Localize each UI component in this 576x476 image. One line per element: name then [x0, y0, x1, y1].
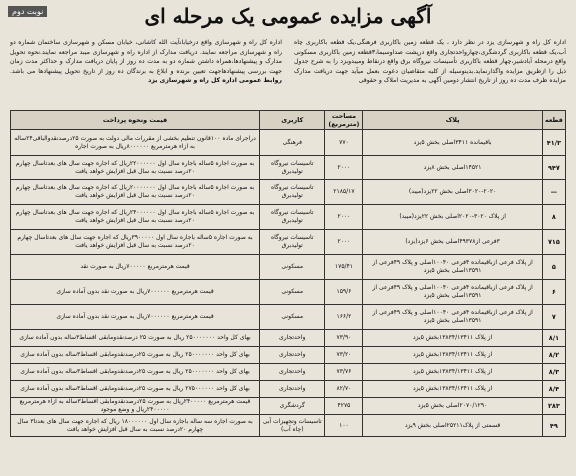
usage-cell: تاسیسات وتجهیزات آبی (چاه آب) [260, 415, 325, 437]
price-cell: به صورت اجاره ۵ساله باجاره سال اول ۲۰۰۰۰۰۰۰ریال که اجاره جهت سال های بعدتاسال چهارم ۲۰درصد نسبت به سال قبل افزایش خواهد یافت [11, 180, 260, 205]
header-price: قیمت ونحوه پرداخت [11, 111, 260, 130]
price-cell: بهای کل واحد ۲۵۰۰۰۰۰۰۰ ریال به صورت ۲۵درصدنقدومابقی اقساط۳ساله بدون آماده سازی [11, 347, 260, 364]
area-cell: ۸۲/۷۰ [325, 381, 363, 398]
area-cell: ۱۶۶/۲ [325, 305, 363, 330]
plak-cell: از پلاک ۳۰۲۰-۲۰۲۰اصلی بخش ۲۲یزد(میبد) [363, 205, 542, 230]
table-row [11, 130, 566, 156]
intro-right-column: اداره کل راه و شهرسازی یزد در نظر دارد ، یک قطعه زمین باکاربری فرهنگی،یک قطعه باکاربری چاه آب،یک قطعه باکاربری گردشگری،چهارواحدتجاری واقع درپشت صداوسیما،۳قطعه زمین باکاربری مسکونی واقع درمحله آبادشیر،چهار قطعه باکاربری تأسیسات نیروگاه برق واقع درنقاط ومیبدوبزد را به شرح جدول ذیل را ازطریق مزایده واگذارنماید.بدینوسیله از کلیه متقاضیان دعوت بعمل میآید جهت دریافت مدارک مزایده ظرف مدت ده روز از تاریخ انتشار دومین آگهی به مدیریت املاک و حقوقی [294, 39, 566, 85]
lot-number: ۴۱/۳ [542, 130, 565, 156]
intro-text [10, 38, 566, 118]
lot-number: ۸/۳ [542, 364, 565, 381]
area-cell: ۲۰۰۰ [325, 156, 363, 180]
price-cell: قیمت هرمترمربع ۷۰۰۰۰۰ریال به صورت نقد [11, 255, 260, 280]
price-cell: قیمت هرمترمربع ۷۰۰۰۰۰۰ریال به صورت نقد بدون آماده سازی [11, 305, 260, 330]
table-row [11, 156, 566, 180]
page-title: آگهی مزایده عمومی یک مرحله ای [144, 4, 432, 28]
table-row [11, 255, 566, 280]
header-plak: پلاک [363, 111, 542, 130]
table-row [11, 305, 566, 330]
table-row [11, 347, 566, 364]
price-cell: دراجرای ماده ۱۰۰قانون تنظیم بخشی از مقررات مالی دولت به صورت ۲۵درصدنقدوالباقی۲۴ساله به ازاء هرمترمربع ۸۰۰۰۰۰۰ریال به صورت اجاره [11, 130, 260, 156]
auction-table [10, 110, 566, 437]
lot-number: ۶ [542, 280, 565, 305]
plak-cell: ۱۴۵۲۱اصلی بخش ۸یزد [363, 156, 542, 180]
area-cell: ۲۰۰۰ [325, 205, 363, 230]
lot-number: ۸/۴ [542, 381, 565, 398]
intro-left-text: اداره کل راه و شهرسازی واقع درخیابانآیت الله کاشانی، خیابان مسکن و شهرسازی ساختمان شماره دو راه و شهرسازی مراجعه نمایند. دریافت مدارک از اداره راه و شهرسازی میبد مراجعه نمایند.نحوه تحویل مدارک و پیشنهادها،همراه داشتن شماره دو به مدت ده روز از پایان دریافت مدارک و حداکثر مدت زمان جهت بررسی پیشنهادهاجهت تعیین برنده و ابلاغ به برندگان ده روز از تاریخ تحویل پیشنهادها می باشد. [10, 39, 282, 75]
plak-cell: از پلاک فرعی ازباقیمانده ۴فرعی ۱۰۰۴۰اصلی و پلاک ۴۹فرعی از ۱۳۵۹۱اصلی بخش ۵یزد [363, 305, 542, 330]
price-cell: قیمت هرمترمربع ۷۰۰۰۰۰۰ریال به صورت نقد بدون آماده سازی [11, 280, 260, 305]
plak-cell: ۳فرعی از۴۹۳۷۸اصلی بخش ۶یزد(بزد) [363, 230, 542, 255]
area-cell: ۴۲۷۵ [325, 398, 363, 415]
plak-cell: از پلاک ۱۳۸۳۴/۱۳۴۱۱بخش ۵یزد [363, 330, 542, 347]
lot-number: ۷ [542, 305, 565, 330]
usage-cell: تاسیسات نیروگاه تولیدبرق [260, 205, 325, 230]
price-cell: به صورت اجاره ۵ساله باجاره سال اول ۲۲۰۰۰۰۰۰ریال که اجاره جهت سال های بعدتاسال چهارم ۲۰درصد نسبت به سال قبل افزایش خواهد یافت [11, 156, 260, 180]
table-row [11, 364, 566, 381]
usage-cell: گردشگری [260, 398, 325, 415]
price-cell: به صورت اجاره سه ساله باجاره سال اول ۱۸۰۰۰۰۰۰ ریال که اجاره جهت سال های بعدتا۳ سال چهارم ۲۰درصد نسبت به سال قبل افزایش خواهد یافت [11, 415, 260, 437]
lot-number: ۸/۲ [542, 347, 565, 364]
lot-number: — [542, 180, 565, 205]
price-cell: به صورت اجاره ۵ساله باجاره سال اول ۳۹۰۰۰۰۰ریال که اجاره جهت سال های بعدتاسال چهارم ۲۰درصد نسبت به سال قبل افزایش خواهد یافت [11, 230, 260, 255]
area-cell: ۷۳/۲۰ [325, 347, 363, 364]
header-area: مساحت (مترمربع) [325, 111, 363, 130]
plak-cell: از پلاک ۱۳۸۳۴/۱۳۴۱۱بخش ۵یزد [363, 381, 542, 398]
price-cell: بهای کل واحد ۲۵۰۰۰۰۰۰۰ ریال به صورت ۲۵درصدنقدومابقی اقساط۳ساله بدون آماده سازی [11, 364, 260, 381]
lot-number: ۷۱۵ [542, 230, 565, 255]
table-body [11, 130, 566, 437]
area-cell: ۷۳/۹۰ [325, 330, 363, 347]
header-usage: کاربری [260, 111, 325, 130]
table-row [11, 381, 566, 398]
usage-cell: مسکونی [260, 305, 325, 330]
area-cell: ۲۱۸۵/۱۷ [325, 180, 363, 205]
table-row [11, 205, 566, 230]
table-row [11, 330, 566, 347]
table-row [11, 280, 566, 305]
price-cell: بهای کل واحد ۲۷۵۰۰۰۰۰۰ ریال به صورت ۲۵درصدنقدومابقی اقساط۳ساله بدون آماده سازی [11, 381, 260, 398]
lot-number: ۸ [542, 205, 565, 230]
plak-cell: از پلاک ۱۳۸۳۴/۱۳۴۱۱بخش ۵یزد [363, 364, 542, 381]
area-cell: ۷۳/۷۶ [325, 364, 363, 381]
header-lot: قطعه [542, 111, 565, 130]
usage-cell: واحدتجاری [260, 364, 325, 381]
price-cell: بهای کل واحد ۲۵۰۰۰۰۰۰۰ ریال به صورت ۲۵ درصدنقدومابقی اقساط۳ساله بدون آماده سازی [11, 330, 260, 347]
intro-left-column [10, 38, 282, 118]
public-relations-signature: روابط عمومی اداره کل راه و شهرسازی یزد [148, 77, 282, 85]
usage-cell: تاسیسات نیروگاه تولیدبرق [260, 180, 325, 205]
usage-cell: واحدتجاری [260, 347, 325, 364]
usage-cell: واحدتجاری [260, 330, 325, 347]
lot-number: ۸/۱ [542, 330, 565, 347]
usage-cell: فرهنگی [260, 130, 325, 156]
usage-cell: تاسیسات نیروگاه تولیدبرق [260, 230, 325, 255]
price-cell: به صورت اجاره ۵ساله باجاره سال اول ۲۴۰۰۰۰۰۰ریال که اجاره جهت سال های بعدتاسال چهارم ۲۰درصد نسبت به سال قبل افزایش خواهد یافت [11, 205, 260, 230]
plak-cell: از پلاک فرعی ازباقیمانده ۴فرعی ۱۰۰۴۰اصلی و پلاک ۴۹فرعی از ۱۳۵۹۱اصلی بخش ۵یزد [363, 280, 542, 305]
table-header-row [11, 111, 566, 130]
plak-cell: از پلاک فرعی ازباقیمانده ۴فرعی ۱۰۰۴۰اصلی و پلاک ۴۹فرعی از ۱۳۵۹۱اصلی بخش ۵یزد [363, 255, 542, 280]
area-cell: ۱۵۹/۶ [325, 280, 363, 305]
table-row [11, 415, 566, 437]
lot-number: ۹۴۷ [542, 156, 565, 180]
area-cell: ۷۷۰ [325, 130, 363, 156]
plak-cell: قسمتی از پلاک۲۵۲۱۱اصلی بخش ۹یزد [363, 415, 542, 437]
area-cell: ۱۷۵/۴۱ [325, 255, 363, 280]
table-row [11, 180, 566, 205]
usage-cell: مسکونی [260, 280, 325, 305]
plak-cell: ۲۰۷۰/۱۲۹۰اصلی بخش ۵یزد [363, 398, 542, 415]
lot-number: ۵ [542, 255, 565, 280]
usage-cell: واحدتجاری [260, 381, 325, 398]
usage-cell: مسکونی [260, 255, 325, 280]
lot-number: ۲۸۳ [542, 398, 565, 415]
plak-cell: ۳۰۲۰-۲۰۲۰اصلی بخش ۲۲یزد(میبد) [363, 180, 542, 205]
table-row [11, 398, 566, 415]
price-cell: قیمت هرمترمربع ۲۴۰۰۰۰۰ریال به صورت ۲۵درصدنقدومابقی اقساط۳ساله به ازاء هرمترمربع ۲۴۰۰۰۰۰ریال و وضع موجود [11, 398, 260, 415]
table-row [11, 230, 566, 255]
usage-cell: تاسیسات نیروگاه تولیدبرق [260, 156, 325, 180]
area-cell: ۲۰۰۰ [325, 230, 363, 255]
lot-number: ۴۹ [542, 415, 565, 437]
plak-cell: باقیمانده ۳۴۱۱اصلی بخش ۵یزد [363, 130, 542, 156]
publication-round-badge: نوبت دوم [8, 6, 47, 17]
plak-cell: از پلاک ۱۳۸۳۴/۱۳۴۱۱بخش ۵یزد [363, 347, 542, 364]
area-cell: ۱۰۰ [325, 415, 363, 437]
